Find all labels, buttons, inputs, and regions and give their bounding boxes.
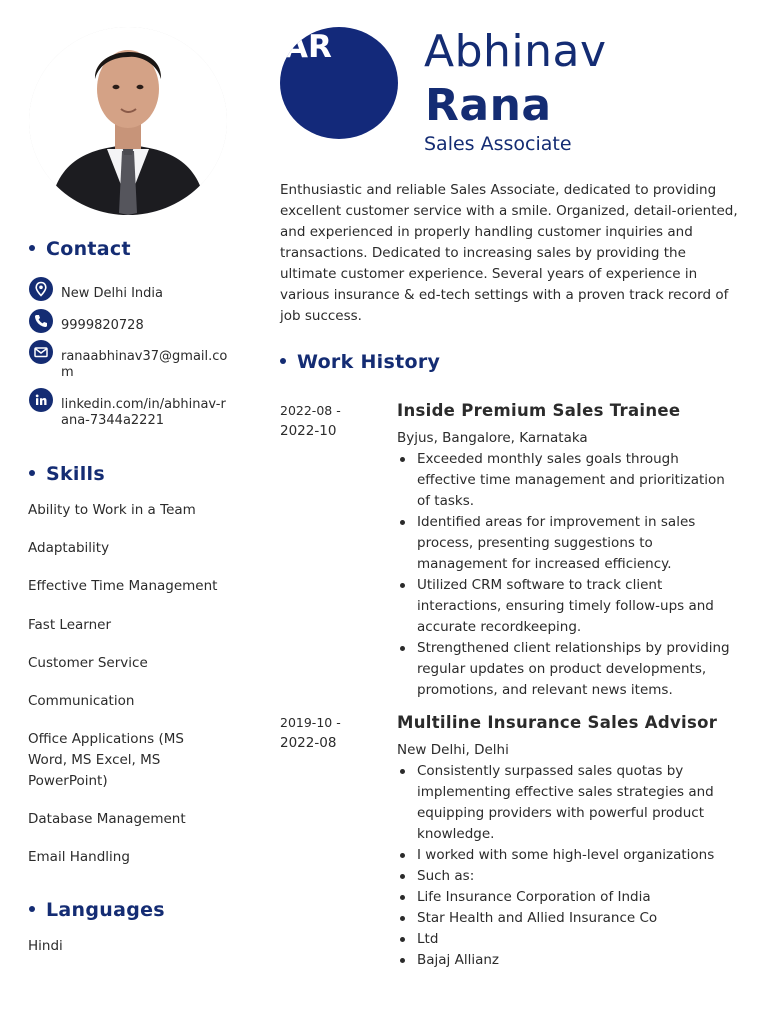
work-history-heading: Work History bbox=[280, 351, 440, 373]
list-item: Consistently surpassed sales quotas by implementing effective sales strategies and equipping providers with powerful product knowledge. bbox=[397, 761, 737, 845]
monogram-badge bbox=[280, 27, 398, 139]
heading-bullet bbox=[29, 470, 35, 476]
job-title: Sales Associate bbox=[424, 133, 572, 155]
list-item: Ltd bbox=[397, 929, 737, 950]
heading-bullet bbox=[29, 245, 35, 251]
job-location: Byjus, Bangalore, Karnataka bbox=[397, 430, 588, 446]
person-portrait-icon bbox=[29, 27, 227, 215]
list-item: Utilized CRM software to track client interactions, ensuring timely follow-ups and accurate recordkeeping. bbox=[397, 575, 737, 638]
skill-item: Customer Service bbox=[28, 655, 148, 671]
job-bullet-list bbox=[397, 761, 737, 971]
contact-location-text: New Delhi India bbox=[61, 286, 163, 301]
contact-phone bbox=[29, 309, 234, 333]
job-bullet-list bbox=[397, 449, 737, 701]
email-icon bbox=[29, 340, 53, 364]
contact-email-text[interactable]: ranaabhinav37@gmail.com bbox=[61, 349, 228, 380]
job-location: New Delhi, Delhi bbox=[397, 742, 509, 758]
location-pin-icon bbox=[29, 277, 53, 301]
list-item: Strengthened client relationships by providing regular updates on product developments, promotions, and relevant news items. bbox=[397, 638, 737, 701]
job-title-heading: Inside Premium Sales Trainee bbox=[397, 401, 681, 420]
skill-item: Ability to Work in a Team bbox=[28, 502, 196, 518]
skill-item: Email Handling bbox=[28, 849, 130, 865]
heading-bullet bbox=[29, 906, 35, 912]
job-date-range bbox=[280, 712, 360, 754]
contact-linkedin-text[interactable]: linkedin.com/in/abhinav-rana-7344a2221 bbox=[61, 397, 226, 428]
contact-heading: Contact bbox=[29, 238, 131, 260]
job-date-end: 2022-08 bbox=[280, 735, 337, 751]
languages-heading: Languages bbox=[29, 899, 165, 921]
linkedin-icon bbox=[29, 388, 53, 412]
job-title-heading: Multiline Insurance Sales Advisor bbox=[397, 713, 718, 732]
job-date-end: 2022-10 bbox=[280, 423, 337, 439]
skill-item: Database Management bbox=[28, 811, 186, 827]
list-item: Such as: bbox=[397, 866, 737, 887]
professional-summary: Enthusiastic and reliable Sales Associate, dedicated to providing excellent customer service with a smile. Organized, detail-oriented, and experienced in properly handling customer inquiries and transactions. Dedicated to increasing sales by providing the ultimate customer experience. Several years of experience in various insurance & ed-tech settings with a proven track record of job success. bbox=[280, 182, 738, 324]
job-date-start: 2022-08 - bbox=[280, 403, 341, 418]
list-item: Identified areas for improvement in sales process, presenting suggestions to management for increased efficiency. bbox=[397, 512, 737, 575]
list-item: Life Insurance Corporation of India bbox=[397, 887, 737, 908]
language-item: Hindi bbox=[28, 938, 63, 954]
skill-item: Fast Learner bbox=[28, 617, 112, 633]
list-item: Star Health and Allied Insurance Co bbox=[397, 908, 737, 929]
profile-photo bbox=[29, 27, 227, 215]
skill-item: Communication bbox=[28, 693, 135, 709]
skill-item: Effective Time Management bbox=[28, 578, 218, 594]
job-date-start: 2019-10 - bbox=[280, 715, 341, 730]
skills-heading: Skills bbox=[29, 463, 105, 485]
last-name: Rana bbox=[425, 80, 552, 131]
contact-linkedin bbox=[29, 388, 234, 428]
contact-email bbox=[29, 340, 234, 380]
list-item: I worked with some high-level organizations bbox=[397, 845, 737, 866]
heading-bullet bbox=[280, 358, 286, 364]
list-item: Bajaj Allianz bbox=[397, 950, 737, 971]
monogram-text: AR bbox=[284, 29, 332, 65]
job-date-range bbox=[280, 400, 360, 442]
skill-item: Office Applications (MS Word, MS Excel, MS PowerPoint) bbox=[28, 731, 184, 789]
contact-location bbox=[29, 277, 234, 301]
first-name: Abhinav bbox=[424, 26, 607, 77]
list-item: Exceeded monthly sales goals through effective time management and prioritization of tasks. bbox=[397, 449, 737, 512]
phone-icon bbox=[29, 309, 53, 333]
skill-item: Adaptability bbox=[28, 540, 110, 556]
contact-phone-text[interactable]: 9999820728 bbox=[61, 318, 144, 333]
